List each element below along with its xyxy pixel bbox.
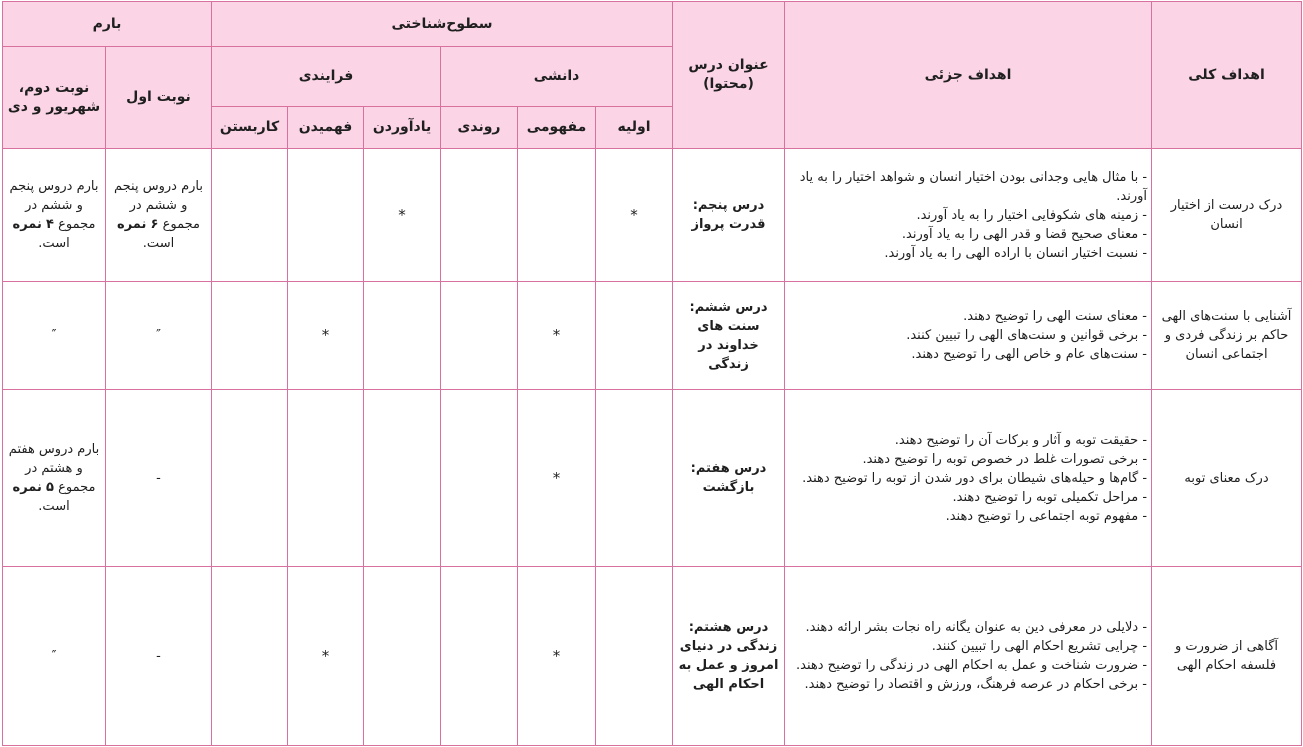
- mark-initial: [596, 282, 673, 390]
- mark-applying: [212, 567, 288, 746]
- score-first-term: [106, 282, 212, 390]
- score-second-term: [3, 567, 106, 746]
- mark-conceptual: [518, 149, 596, 282]
- mark-understanding: [288, 390, 364, 567]
- score-second-term: [3, 390, 106, 567]
- partial-goals-cell: [785, 567, 1152, 746]
- lesson-title-cell: درس پنجم: قدرت پرواز: [673, 149, 785, 282]
- mark-understanding: [288, 149, 364, 282]
- objective-item: - زمینه های شکوفایی اختیار را به یاد آورند.: [916, 207, 1148, 223]
- header-lesson-title: عنوان درس (محتوا): [673, 2, 785, 149]
- objective-item: - برخی تصورات غلط در خصوص توبه را توضیح دهند.: [862, 451, 1148, 467]
- partial-goals-cell: [785, 282, 1152, 390]
- score-first-term: [106, 149, 212, 282]
- mark-conceptual: *: [518, 282, 596, 390]
- objective-item: - برخی احکام در عرصه فرهنگ، ورزش و اقتصاد را توضیح دهند.: [804, 677, 1148, 692]
- lesson-title-cell: درس هشتم: زندگی در دنیای امروز و عمل به احکام الهی: [673, 567, 785, 746]
- score-number: ۴: [46, 217, 54, 232]
- header-partial-goals: اهداف جزئی: [785, 2, 1152, 149]
- header-initial: اولیه: [596, 107, 673, 149]
- score-text-end: است.: [142, 236, 175, 251]
- objective-item: - سنت‌های عام و خاص الهی را توضیح دهند.: [911, 347, 1148, 362]
- objective-item: - ضرورت شناخت و عمل به احکام الهی در زندگی را توضیح دهند.: [796, 658, 1148, 673]
- header-conceptual: مفهومی: [518, 107, 596, 149]
- mark-conceptual: *: [518, 390, 596, 567]
- mark-procedural: [441, 282, 518, 390]
- objective-item: - نسبت اختیار انسان با اراده الهی را به یاد آورند.: [884, 245, 1148, 261]
- header-procedural: روندی: [441, 107, 518, 149]
- lesson-title-cell: درس هفتم: بازگشت: [673, 390, 785, 567]
- score-text: -: [156, 470, 161, 486]
- objective-item: - حقیقت توبه و آثار و برکات آن را توضیح دهند.: [894, 432, 1148, 448]
- objective-item: - گام‌ها و حیله‌های شیطان برای دور شدن از توبه را توضیح دهند.: [802, 470, 1148, 486]
- mark-applying: [212, 390, 288, 567]
- mark-remembering: [364, 390, 441, 567]
- score-number: ۵: [46, 480, 54, 495]
- score-text: ″: [51, 328, 57, 343]
- score-text: بارم دروس هفتم و هشتم در مجموع: [8, 442, 100, 495]
- score-unit: نمره: [117, 217, 147, 232]
- score-unit: نمره: [12, 217, 42, 232]
- mark-applying: [212, 149, 288, 282]
- objective-item: - دلایلی در معرفی دین به عنوان یگانه راه نجات بشر ارائه دهند.: [805, 620, 1148, 635]
- header-first-term: نوبت اول: [106, 47, 212, 149]
- header-general-goals: اهداف کلی: [1152, 2, 1302, 149]
- table-row: [3, 149, 1302, 282]
- general-goal-cell: درک معنای توبه: [1152, 390, 1302, 567]
- objective-item: - با مثال هایی وجدانی بودن اختیار انسان و شواهد اختیار را به یاد آورند.: [799, 169, 1148, 204]
- score-second-term: [3, 282, 106, 390]
- mark-initial: [596, 390, 673, 567]
- objective-item: - معنای صحیح قضا و قدر الهی را به یاد آورند.: [901, 226, 1148, 242]
- mark-procedural: [441, 149, 518, 282]
- header-knowledge: دانشی: [441, 47, 673, 107]
- score-unit: نمره: [12, 480, 42, 495]
- mark-initial: [596, 567, 673, 746]
- header-remembering: یادآوردن: [364, 107, 441, 149]
- score-text-end: است.: [38, 499, 70, 514]
- mark-procedural: [441, 390, 518, 567]
- header-second-term: نوبت دوم، شهریور و دی: [3, 47, 106, 149]
- objective-item: - برخی قوانین و سنت‌های الهی را تبیین کنند.: [906, 328, 1148, 343]
- header-applying: کاربستن: [212, 107, 288, 149]
- score-text: بارم دروس پنجم و ششم در مجموع: [9, 179, 99, 232]
- table-row: [3, 567, 1302, 746]
- table-row: [3, 282, 1302, 390]
- score-first-term: [106, 567, 212, 746]
- mark-conceptual: *: [518, 567, 596, 746]
- mark-procedural: [441, 567, 518, 746]
- header-score: بارم: [3, 2, 212, 47]
- header-understanding: فهمیدن: [288, 107, 364, 149]
- score-text: -: [156, 648, 161, 664]
- mark-remembering: *: [364, 149, 441, 282]
- score-number: ۶: [150, 217, 159, 232]
- mark-initial: *: [596, 149, 673, 282]
- general-goal-cell: آگاهی از ضرورت و فلسفه احکام الهی: [1152, 567, 1302, 746]
- score-text: ″: [51, 648, 57, 664]
- score-second-term: [3, 149, 106, 282]
- partial-goals-cell: [785, 390, 1152, 567]
- header-process: فرایندی: [212, 47, 441, 107]
- mark-remembering: [364, 282, 441, 390]
- objective-item: - مفهوم توبه اجتماعی را توضیح دهند.: [945, 508, 1148, 524]
- general-goal-cell: آشنایی با سنت‌های الهی حاکم بر زندگی فردی و اجتماعی انسان: [1152, 282, 1302, 390]
- mark-remembering: [364, 567, 441, 746]
- objective-item: - معنای سنت الهی را توضیح دهند.: [963, 309, 1148, 324]
- score-first-term: [106, 390, 212, 567]
- lesson-title-cell: درس ششم: سنت های خداوند در زندگی: [673, 282, 785, 390]
- header-cognitive-levels: سطوح‌شناختی: [212, 2, 673, 47]
- score-text: بارم دروس پنجم و ششم در مجموع: [114, 179, 203, 232]
- score-text-end: است.: [38, 236, 70, 251]
- objective-item: - چرایی تشریع احکام الهی را تبیین کنند.: [931, 639, 1148, 654]
- syllabus-table: [2, 1, 1302, 746]
- mark-understanding: *: [288, 282, 364, 390]
- mark-understanding: *: [288, 567, 364, 746]
- general-goal-cell: درک درست از اختیار انسان: [1152, 149, 1302, 282]
- partial-goals-cell: [785, 149, 1152, 282]
- table-row: [3, 390, 1302, 567]
- mark-applying: [212, 282, 288, 390]
- score-text: ″: [156, 328, 161, 343]
- objective-item: - مراحل تکمیلی توبه را توضیح دهند.: [952, 489, 1148, 505]
